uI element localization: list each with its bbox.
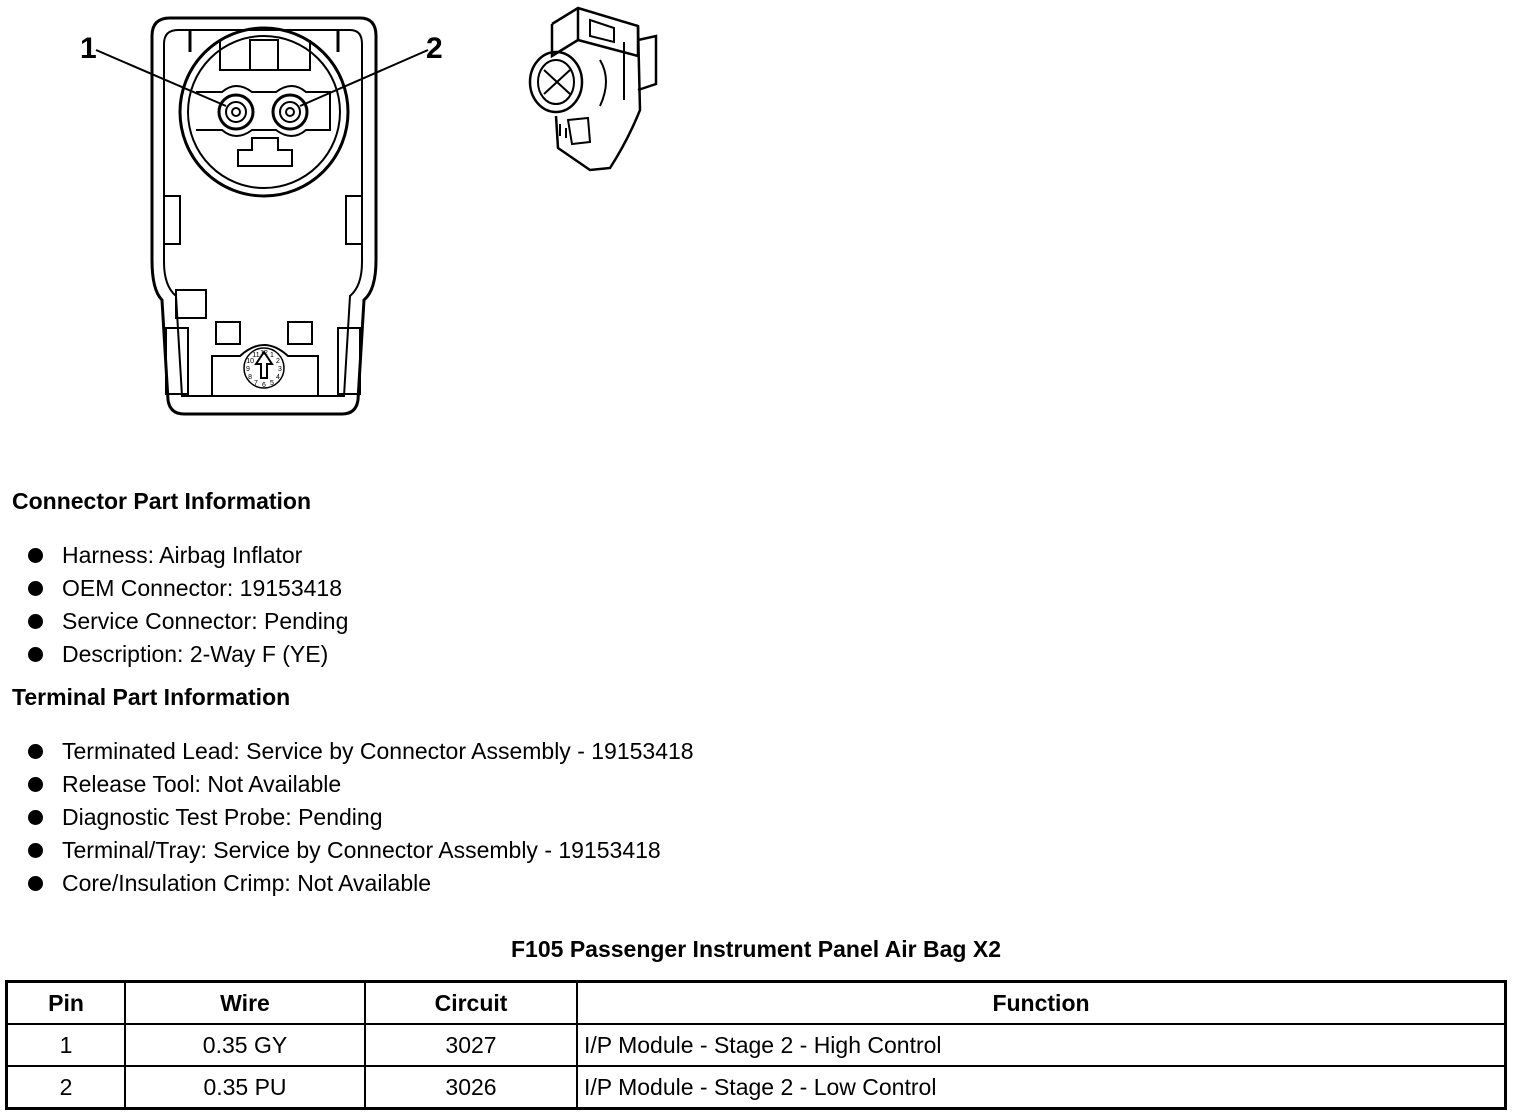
- table-header-row: [7, 982, 1506, 1025]
- dial-number: 12: [260, 350, 268, 357]
- cell-function: I/P Module - Stage 2 - High Control: [577, 1024, 1506, 1066]
- terminal-info-list: [28, 735, 694, 900]
- cell-pin: 2: [7, 1066, 126, 1109]
- dial-number: 11: [252, 352, 260, 360]
- terminal-info-title: Terminal Part Information: [12, 684, 291, 710]
- dial-number: 9: [246, 366, 250, 373]
- dial-number: 10: [246, 358, 254, 365]
- connector-iso-view: [530, 8, 656, 170]
- bullet-icon: [28, 876, 43, 891]
- cell-pin: 1: [7, 1024, 126, 1066]
- table-title: F105 Passenger Instrument Panel Air Bag X2: [511, 936, 1001, 962]
- list-item: Terminated Lead: Service by Connector Assembly - 19153418: [28, 735, 694, 768]
- bullet-icon: [28, 777, 43, 792]
- dial-number: 5: [270, 379, 274, 387]
- list-item: Description: 2-Way F (YE): [28, 638, 348, 671]
- pinout-table: [5, 980, 1507, 1110]
- bullet-icon: [28, 548, 43, 563]
- cell-circuit: 3027: [365, 1024, 577, 1066]
- header-circuit: Circuit: [365, 982, 577, 1025]
- dial-number: 1: [270, 352, 274, 360]
- bullet-icon: [28, 843, 43, 858]
- table-row: [7, 1066, 1506, 1109]
- list-item: Harness: Airbag Inflator: [28, 539, 348, 572]
- list-item: Release Tool: Not Available: [28, 768, 694, 801]
- dial-number: 3: [278, 366, 282, 373]
- cell-wire: 0.35 PU: [125, 1066, 365, 1109]
- bullet-icon: [28, 647, 43, 662]
- list-item: OEM Connector: 19153418: [28, 572, 348, 605]
- callout-1: 1: [80, 32, 97, 65]
- dial-number: 7: [254, 379, 258, 387]
- bullet-icon: [28, 614, 43, 629]
- list-item: Core/Insulation Crimp: Not Available: [28, 867, 694, 900]
- dial-number: 6: [262, 382, 266, 389]
- table-row: [7, 1024, 1506, 1066]
- cell-circuit: 3026: [365, 1066, 577, 1109]
- header-pin: Pin: [7, 982, 126, 1025]
- connector-diagram: [0, 0, 700, 440]
- bullet-icon: [28, 581, 43, 596]
- bullet-icon: [28, 744, 43, 759]
- list-item: Service Connector: Pending: [28, 605, 348, 638]
- connector-info-title: Connector Part Information: [12, 488, 312, 514]
- list-item: Diagnostic Test Probe: Pending: [28, 801, 694, 834]
- bullet-icon: [28, 810, 43, 825]
- header-wire: Wire: [125, 982, 365, 1025]
- dial-number: 2: [275, 358, 280, 365]
- connector-info-list: [28, 539, 348, 671]
- header-function: Function: [577, 982, 1506, 1025]
- list-item: Terminal/Tray: Service by Connector Assembly - 19153418: [28, 834, 694, 867]
- cell-function: I/P Module - Stage 2 - Low Control: [577, 1066, 1506, 1109]
- cell-wire: 0.35 GY: [125, 1024, 365, 1066]
- dial-number: 8: [248, 374, 253, 381]
- dial-number: 4: [275, 374, 280, 381]
- callout-2: 2: [426, 32, 443, 65]
